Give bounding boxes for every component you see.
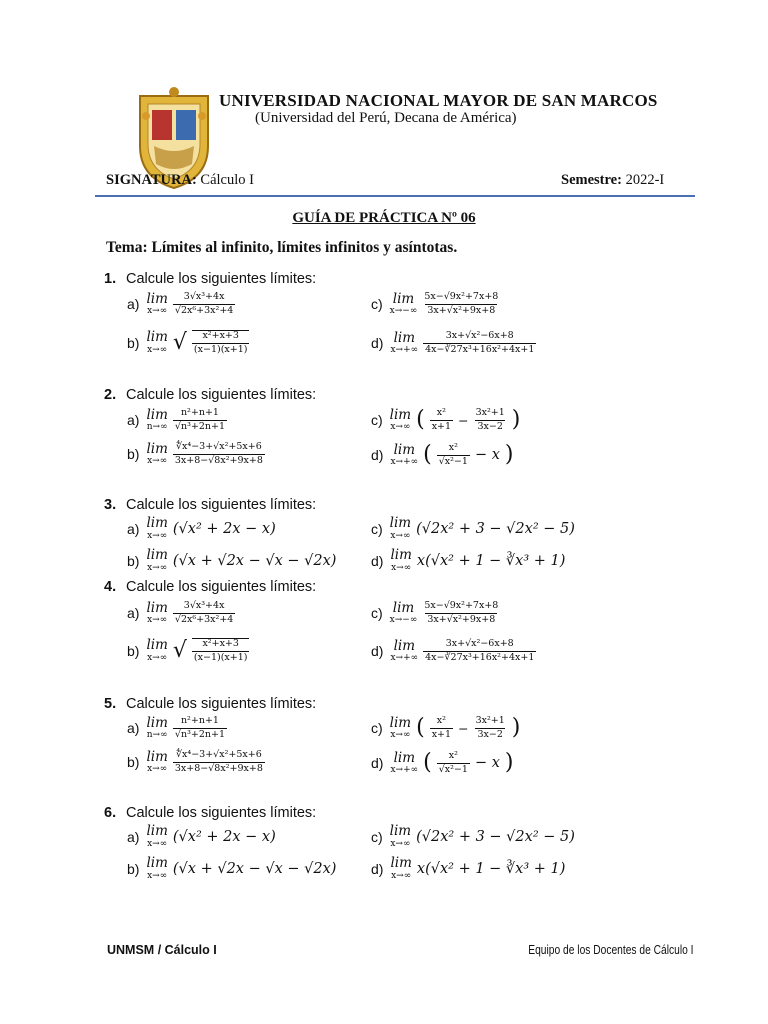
question-number: 3. <box>104 497 117 513</box>
item-label: b) <box>127 552 140 569</box>
item-label: c) <box>371 412 383 429</box>
fraction: 3√x³+4x √2x⁶+3x²+4 <box>174 600 234 625</box>
item-label: c) <box>371 520 383 537</box>
limit: lim x→∞ <box>146 748 168 775</box>
item-6c <box>371 825 575 849</box>
item-label: d) <box>371 335 384 352</box>
expression: x(√x² + 1 − ∛x³ + 1) <box>416 860 566 877</box>
fraction: x² √x²−1 <box>438 750 468 775</box>
fraction: 3√x³+4x √2x⁶+3x²+4 <box>174 291 234 316</box>
limit: lim x→∞ <box>389 714 412 741</box>
right-paren: ) <box>504 750 514 776</box>
item-1c <box>371 292 500 317</box>
item-label: b) <box>127 860 140 877</box>
item-label: a) <box>127 720 140 737</box>
radical-sign: √ <box>172 329 187 355</box>
limit: lim x→∞ <box>389 823 412 849</box>
item-6b <box>127 857 336 881</box>
item-label: a) <box>127 296 140 313</box>
question-3 <box>104 497 316 513</box>
item-label: d) <box>371 552 384 569</box>
limit: lim x→∞ <box>146 823 168 849</box>
question-5 <box>104 696 316 712</box>
item-label: a) <box>127 605 140 622</box>
left-paren: ( <box>416 715 425 741</box>
left-paren: ( <box>416 407 425 433</box>
limit: lim x→+∞ <box>390 749 419 776</box>
expression: (√x + √2x − √x − √2x) <box>172 860 337 877</box>
subject-line <box>106 172 254 189</box>
limit: lim x→∞ <box>389 406 412 433</box>
item-label: a) <box>127 520 140 537</box>
subject-value: Cálculo I <box>200 172 254 188</box>
fraction: 3x+√x²−6x+8 4x−∛27x³+16x²+4x+1 <box>425 330 535 355</box>
item-label: c) <box>371 720 383 737</box>
fraction: 5x−√9x²+7x+8 3x+√x²+9x+8 <box>424 291 499 316</box>
question-1 <box>104 271 316 287</box>
expression: (√x² + 2x − x) <box>172 520 276 537</box>
limit: lim x→∞ <box>146 515 168 541</box>
footer-right: Equipo de los Docentes de Cálculo I <box>528 943 694 957</box>
limit: lim n→∞ <box>146 714 168 741</box>
limit: lim n→∞ <box>146 406 168 433</box>
question-number: 2. <box>104 387 117 403</box>
item-5c <box>371 716 520 741</box>
item-2d <box>371 443 513 468</box>
limit: lim x→∞ <box>146 599 168 626</box>
item-3d <box>371 549 565 573</box>
item-3c <box>371 517 575 541</box>
left-paren: ( <box>423 750 432 776</box>
limit: lim x→∞ <box>146 440 168 467</box>
item-4b <box>127 638 249 664</box>
expression: (√2x² + 3 − √2x² − 5) <box>416 828 575 845</box>
limit: lim x→∞ <box>146 290 168 317</box>
item-label: d) <box>371 755 384 772</box>
fraction: x²+x+3 (x−1)(x+1) <box>193 638 248 663</box>
fraction: n²+n+1 √n³+2n+1 <box>174 715 225 740</box>
question-text: Calcule los siguientes límites: <box>126 579 317 595</box>
limit: lim x→+∞ <box>390 329 419 356</box>
left-paren: ( <box>423 442 432 468</box>
question-text: Calcule los siguientes límites: <box>126 387 317 403</box>
university-subtitle: (Universidad del Perú, Decana de América) <box>255 110 517 126</box>
question-number: 1. <box>104 271 117 287</box>
fraction: x² x+1 <box>431 407 452 432</box>
limit: lim x→∞ <box>146 637 168 663</box>
question-text: Calcule los siguientes límites: <box>126 271 317 287</box>
item-5a <box>127 716 227 741</box>
expression: (√x² + 2x − x) <box>172 828 276 845</box>
item-3a <box>127 517 276 541</box>
item-5d <box>371 751 513 776</box>
item-2c <box>371 408 520 433</box>
semester-value: 2022-I <box>625 172 665 188</box>
item-3b <box>127 549 336 573</box>
item-4a <box>127 601 235 626</box>
question-text: Calcule los siguientes límites: <box>126 497 317 513</box>
item-6d <box>371 857 565 881</box>
item-1d <box>371 331 536 356</box>
fraction: $\frac{\text{3x²+1}}{3x-2}$ <box>475 407 505 432</box>
item-label: b) <box>127 754 140 771</box>
question-number: 5. <box>104 696 117 712</box>
item-1b <box>127 330 249 356</box>
right-paren: ) <box>511 715 521 741</box>
item-4c <box>371 601 500 626</box>
topic-line: Tema: Límites al infinito, límites infinitos y asíntotas. <box>106 239 458 256</box>
item-label: c) <box>371 828 383 845</box>
item-label: c) <box>371 605 383 622</box>
item-4d <box>371 639 536 664</box>
radical-sign: √ <box>172 637 187 663</box>
limit: lim x→+∞ <box>390 637 419 664</box>
fraction: $\frac{\text{3x²+1}}{3x-2}$ <box>475 715 505 740</box>
item-2a <box>127 408 227 433</box>
fraction: x²+x+3 (x−1)(x+1) <box>193 330 248 355</box>
item-label: b) <box>127 642 140 659</box>
semester-line <box>561 172 664 189</box>
limit: lim x→+∞ <box>390 441 419 468</box>
limit: lim x→∞ <box>146 547 168 573</box>
fraction: x² x+1 <box>431 715 452 740</box>
guide-title: GUÍA DE PRÁCTICA Nº 06 <box>292 210 476 226</box>
expression: (√2x² + 3 − √2x² − 5) <box>416 520 575 537</box>
semester-label: Semestre: <box>561 172 622 188</box>
item-label: d) <box>371 643 384 660</box>
question-number: 4. <box>104 579 117 595</box>
question-number: 6. <box>104 805 117 821</box>
item-label: a) <box>127 412 140 429</box>
fraction: 5x−√9x²+7x+8 3x+√x²+9x+8 <box>424 600 499 625</box>
limit: lim x→∞ <box>390 547 412 573</box>
limit: lim x→∞ <box>389 515 412 541</box>
question-text: Calcule los siguientes límites: <box>126 805 317 821</box>
fraction: ∜x⁴−3+√x²+5x+6 3x+8−√8x²+9x+8 <box>174 441 263 466</box>
university-name: UNIVERSIDAD NACIONAL MAYOR DE SAN MARCOS <box>219 91 658 110</box>
item-label: c) <box>371 296 383 313</box>
expression: (√x + √2x − √x − √2x) <box>172 552 337 569</box>
item-1a <box>127 292 235 317</box>
item-label: b) <box>127 334 140 351</box>
limit: lim x→−∞ <box>389 599 418 626</box>
item-2b <box>127 442 265 467</box>
expression-tail: − x <box>474 755 500 772</box>
expression-tail: − x <box>474 447 500 464</box>
item-6a <box>127 825 276 849</box>
limit: lim x→−∞ <box>389 290 418 317</box>
fraction: ∜x⁴−3+√x²+5x+6 3x+8−√8x²+9x+8 <box>174 749 263 774</box>
item-label: a) <box>127 828 140 845</box>
item-label: b) <box>127 446 140 463</box>
item-label: d) <box>371 447 384 464</box>
item-5b <box>127 750 265 775</box>
minus-sign: − <box>458 720 469 736</box>
header-divider <box>95 195 695 197</box>
question-text: Calcule los siguientes límites: <box>126 696 317 712</box>
limit: lim x→∞ <box>146 855 168 881</box>
footer-left: UNMSM / Cálculo I <box>107 943 217 957</box>
limit: lim x→∞ <box>390 855 412 881</box>
limit: lim x→∞ <box>146 329 168 355</box>
fraction: 3x+√x²−6x+8 4x−∛27x³+16x²+4x+1 <box>425 638 535 663</box>
right-paren: ) <box>504 442 514 468</box>
question-4 <box>104 579 316 595</box>
item-label: d) <box>371 860 384 877</box>
fraction: x² √x²−1 <box>438 442 468 467</box>
right-paren: ) <box>511 407 521 433</box>
question-6 <box>104 805 316 821</box>
subject-label: SIGNATURA: <box>106 172 197 188</box>
question-2 <box>104 387 316 403</box>
minus-sign: − <box>458 412 469 428</box>
expression: x(√x² + 1 − ∛x³ + 1) <box>416 552 566 569</box>
fraction: n²+n+1 √n³+2n+1 <box>174 407 225 432</box>
